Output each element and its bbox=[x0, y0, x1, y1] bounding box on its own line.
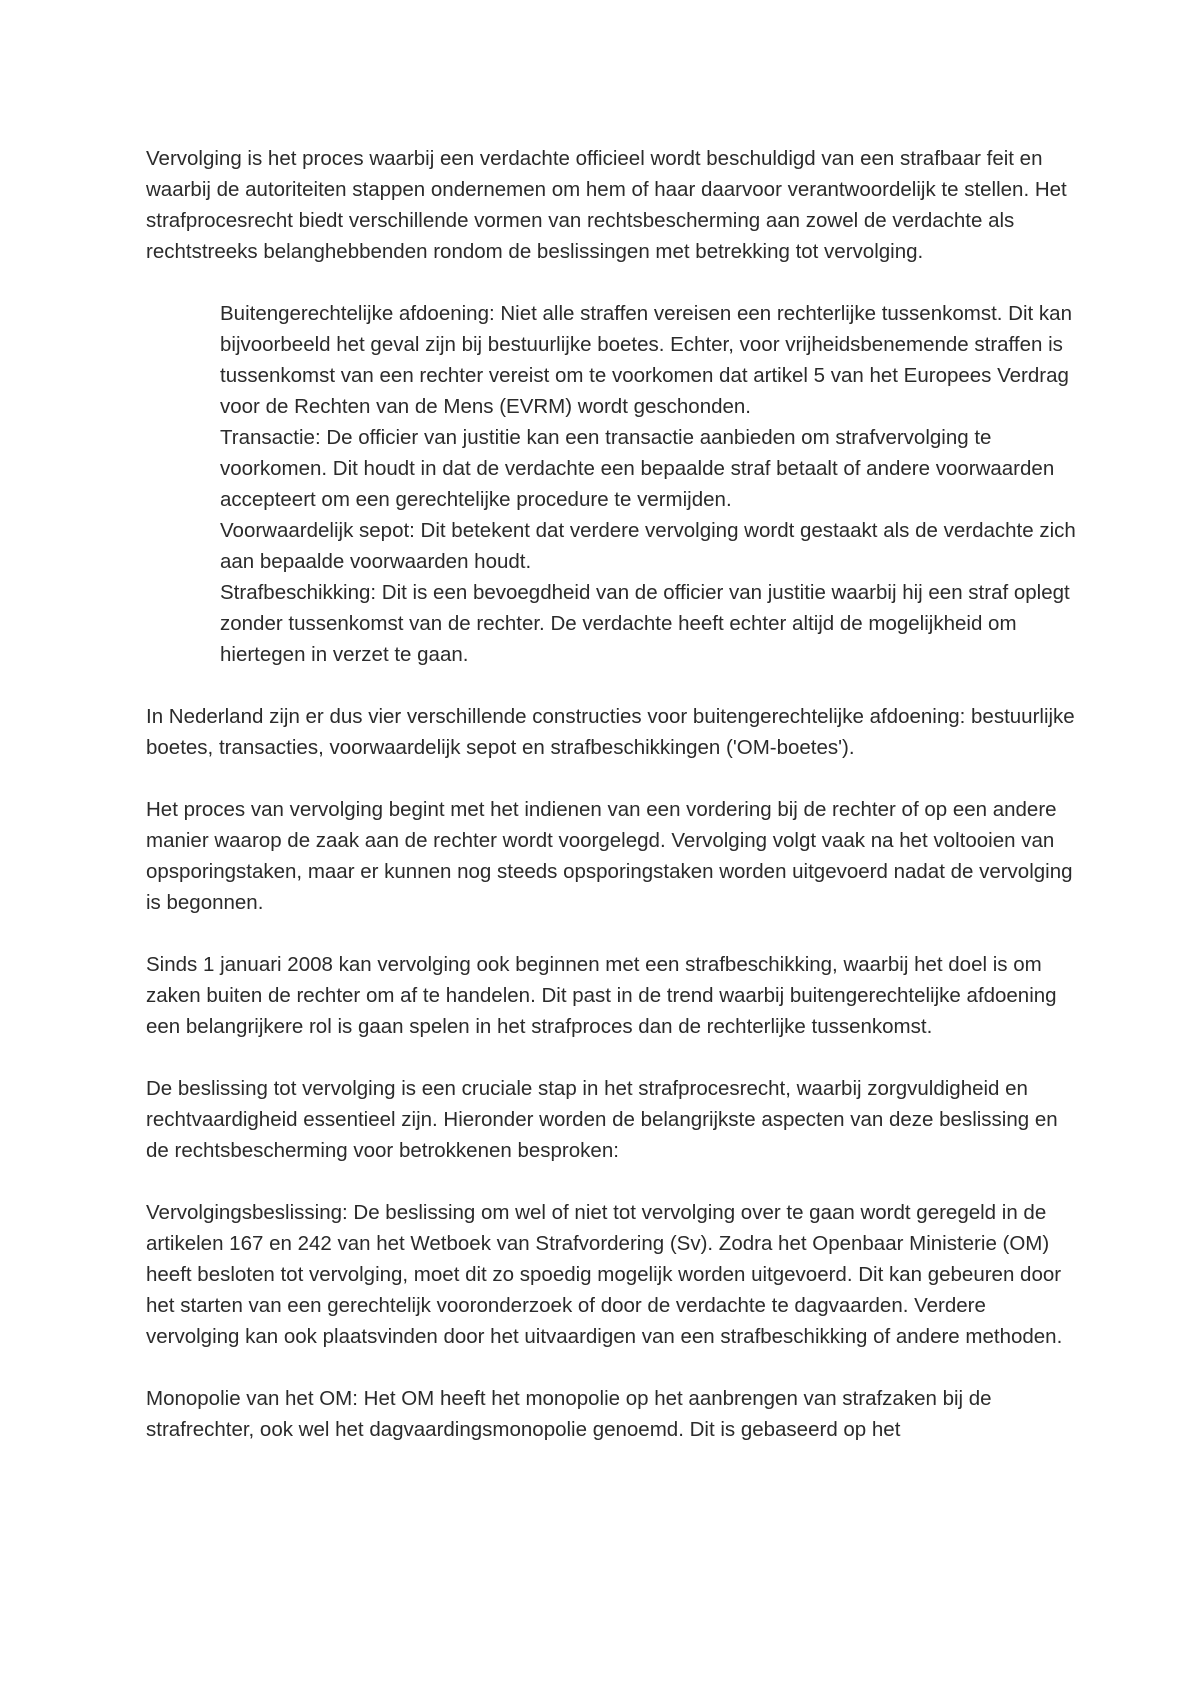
beslissing-paragraph: De beslissing tot vervolging is een cruciale stap in het strafprocesrecht, waarbij zorgvuldigheid en rechtvaardigheid essentieel zijn. Hieronder worden de belangrijkste aspecten van deze beslissing en de rechtsbescherming voor betrokkenen besproken: bbox=[146, 1077, 1058, 1162]
afdoening-list bbox=[220, 298, 1076, 670]
monopolie-paragraph: Monopolie van het OM: Het OM heeft het monopolie op het aanbrengen van strafzaken bij de strafrechter, ook wel het dagvaardingsmonopolie genoemd. Dit is gebaseerd op het bbox=[146, 1387, 992, 1441]
sinds-2008-paragraph: Sinds 1 januari 2008 kan vervolging ook beginnen met een strafbeschikking, waarbij het doel is om zaken buiten de rechter om af te handelen. Dit past in de trend waarbij buitengerechtelijke afdoening een belangrijkere rol is gaan spelen in het strafproces dan de rechterlijke tussenkomst. bbox=[146, 953, 1057, 1038]
list-item-strafbeschikking: Strafbeschikking: Dit is een bevoegdheid van de officier van justitie waarbij hij een straf oplegt zonder tussenkomst van de rechter. De verdachte heeft echter altijd de mogelijkheid om hiertegen in verzet te gaan. bbox=[220, 581, 1070, 666]
proces-paragraph: Het proces van vervolging begint met het indienen van een vordering bij de rechter of op een andere manier waarop de zaak aan de rechter wordt voorgelegd. Vervolging volgt vaak na het voltooien van opsporingstaken, maar er kunnen nog steeds opsporingstaken worden uitgevoerd nadat de vervolging is begonnen. bbox=[146, 798, 1073, 914]
document-page bbox=[146, 143, 1076, 1476]
list-item-transactie: Transactie: De officier van justitie kan een transactie aanbieden om strafvervolging te voorkomen. Dit houdt in dat de verdachte een bepaalde straf betaalt of andere voorwaarden accepteert om een gerechtelijke procedure te vermijden. bbox=[220, 426, 1055, 511]
intro-paragraph: Vervolging is het proces waarbij een verdachte officieel wordt beschuldigd van een strafbaar feit en waarbij de autoriteiten stappen ondernemen om hem of haar daarvoor verantwoordelijk te stellen. Het strafprocesrecht biedt verschillende vormen van rechtsbescherming aan zowel de verdachte als rechtstreeks belanghebbenden rondom de beslissingen met betrekking tot vervolging. bbox=[146, 147, 1067, 263]
vervolgingsbeslissing-paragraph: Vervolgingsbeslissing: De beslissing om wel of niet tot vervolging over te gaan wordt geregeld in de artikelen 167 en 242 van het Wetboek van Strafvordering (Sv). Zodra het Openbaar Ministerie (OM) heeft besloten tot vervolging, moet dit zo spoedig mogelijk worden uitgevoerd. Dit kan gebeuren door het starten van een gerechtelijk vooronderzoek of door de verdachte te dagvaarden. Verdere vervolging kan ook plaatsvinden door het uitvaardigen van een strafbeschikking of andere methoden. bbox=[146, 1201, 1063, 1348]
nederland-paragraph: In Nederland zijn er dus vier verschillende constructies voor buitengerechtelijke afdoening: bestuurlijke boetes, transacties, voorwaardelijk sepot en strafbeschikkingen ('OM-boetes'). bbox=[146, 705, 1075, 759]
list-item-voorwaardelijk-sepot: Voorwaardelijk sepot: Dit betekent dat verdere vervolging wordt gestaakt als de verdachte zich aan bepaalde voorwaarden houdt. bbox=[220, 519, 1076, 573]
list-item-buitengerechtelijke-afdoening: Buitengerechtelijke afdoening: Niet alle straffen vereisen een rechterlijke tussenkomst. Dit kan bijvoorbeeld het geval zijn bij bestuurlijke boetes. Echter, voor vrijheidsbenemende straffen is tussenkomst van een rechter vereist om te voorkomen dat artikel 5 van het Europees Verdrag voor de Rechten van de Mens (EVRM) wordt geschonden. bbox=[220, 302, 1072, 418]
